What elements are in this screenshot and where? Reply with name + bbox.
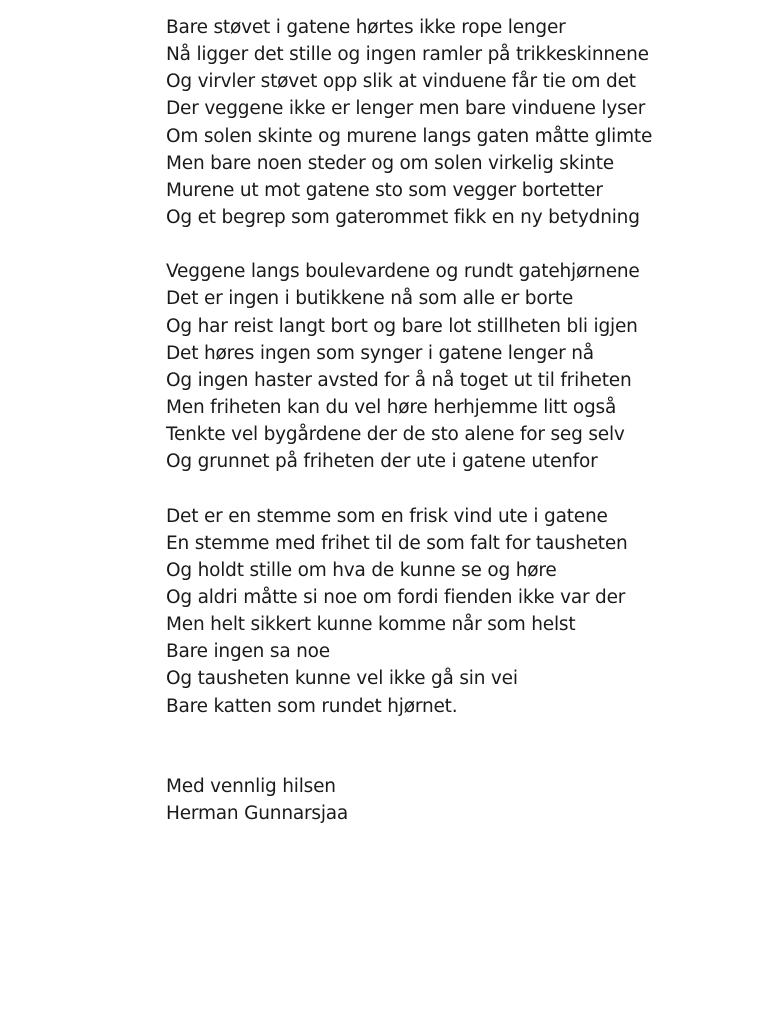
stanza-1: [166, 14, 766, 231]
poem-line: Der veggene ikke er lenger men bare vinduene lyser: [166, 98, 646, 120]
signoff: [166, 773, 348, 827]
poem-line: Det er ingen i butikkene nå som alle er borte: [166, 288, 574, 310]
poem-line: Om solen skinte og murene langs gaten måtte glimte: [166, 125, 653, 147]
poem-line: Og tausheten kunne vel ikke gå sin vei: [166, 668, 518, 690]
poem-line: Og virvler støvet opp slik at vinduene får tie om det: [166, 71, 636, 93]
poem-line: Det er en stemme som en frisk vind ute i gatene: [166, 505, 608, 527]
poem-line: Nå ligger det stille og ingen ramler på trikkeskinnene: [166, 44, 649, 66]
poem-line: Og et begrep som gaterommet fikk en ny betydning: [166, 206, 640, 228]
stanza-3: [166, 503, 766, 720]
poem-line: Bare katten som rundet hjørnet.: [166, 695, 458, 717]
poem-line: Og ingen haster avsted for å nå toget ut til friheten: [166, 369, 632, 391]
poem-line: Bare støvet i gatene hørtes ikke rope lenger: [166, 17, 566, 38]
signoff-author: Herman Gunnarsjaa: [166, 803, 349, 825]
poem-line: Og har reist langt bort og bare lot stillheten bli igjen: [166, 315, 638, 337]
poem-line: Men bare noen steder og om solen virkelig skinte: [166, 152, 614, 174]
poem-line: Det høres ingen som synger i gatene lenger nå: [166, 342, 594, 364]
poem-line: Og holdt stille om hva de kunne se og høre: [166, 559, 557, 581]
poem: [166, 14, 766, 747]
poem-line: Murene ut mot gatene sto som vegger bortetter: [166, 179, 603, 201]
stanza-2: [166, 258, 766, 475]
poem-line: Men helt sikkert kunne komme når som helst: [166, 614, 576, 636]
signoff-greeting: Med vennlig hilsen: [166, 776, 336, 797]
poem-line: Men friheten kan du vel høre herhjemme litt også: [166, 396, 617, 418]
poem-line: Bare ingen sa noe: [166, 641, 330, 663]
poem-line: Tenkte vel bygårdene der de sto alene for seg selv: [166, 424, 625, 446]
poem-line: Og grunnet på friheten der ute i gatene utenfor: [166, 451, 598, 473]
poem-line: En stemme med frihet til de som falt for tausheten: [166, 532, 628, 554]
poem-line: Veggene langs boulevardene og rundt gatehjørnene: [166, 261, 640, 283]
poem-line: Og aldri måtte si noe om fordi fienden ikke var der: [166, 586, 626, 608]
